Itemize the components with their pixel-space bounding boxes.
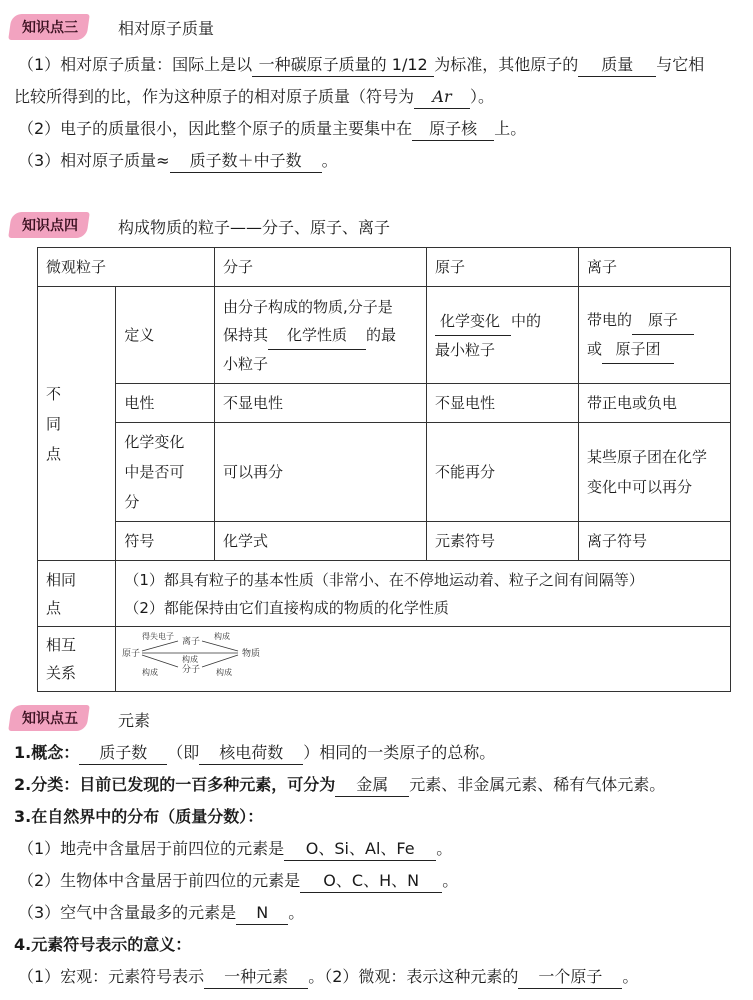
divisible-ion: 某些原子团在化学变化中可以再分 (579, 423, 731, 522)
diagram-substance: 物质 (242, 649, 261, 659)
diagram-gainlose: 得失电子 (142, 632, 175, 641)
blank: N (236, 902, 288, 925)
s5-line-3: 3.在自然界中的分布（质量分数）： (14, 807, 264, 826)
s5-line-1: 1.概念： 质子数 （即 核电荷数 ）相同的一类原子的总称。 (14, 742, 495, 765)
s5-line-6: （3）空气中含量最多的元素是 N 。 (18, 902, 304, 925)
blank: 质子数＋中子数 (170, 150, 322, 173)
blank: 质子数 (79, 742, 167, 765)
def-atom: 化学变化 中的 最小粒子 (427, 287, 579, 384)
same-content: （1）都具有粒子的基本性质（非常小、在不停地运动着、粒子之间有间隔等） （2）都能保持由它们直接构成的物质的化学性质 (116, 561, 731, 627)
arrow-molecule-substance (202, 655, 238, 667)
s5-line-4: （1）地壳中含量居于前四位的元素是 O、Si、Al、Fe 。 (18, 838, 452, 861)
charge-ion: 带正电或负电 (579, 384, 731, 423)
section-tag-5: 知识点五 (8, 705, 90, 731)
row-divisible-label: 化学变化中是否可分 (116, 423, 215, 522)
diagram-ion: 离子 (182, 637, 201, 647)
blank: O、C、H、N (300, 870, 442, 893)
blank: 一个原子 (518, 966, 622, 989)
same-label: 相同点 (38, 561, 116, 627)
blank: 一种碳原子质量的 1/12 (252, 54, 434, 77)
blank: 原子团 (602, 335, 674, 364)
row-charge-label: 电性 (116, 384, 215, 423)
particle-table (37, 247, 731, 692)
s3-line-3: （2）电子的质量很小，因此整个原子的质量主要集中在 原子核 上。 (18, 118, 526, 141)
diagram-compose-3: 构成 (182, 655, 199, 664)
blank: 化学性质 (268, 321, 366, 350)
relation-diagram-cell (116, 627, 731, 692)
section-tag-4: 知识点四 (8, 212, 90, 238)
s3-line-4: （3）相对原子质量≈ 质子数＋中子数 。 (18, 150, 338, 173)
blank: 原子核 (412, 118, 494, 141)
row-def-label: 定义 (116, 287, 215, 384)
def-ion: 带电的 原子 或 原子团 (579, 287, 731, 384)
section-tag-3: 知识点三 (8, 14, 90, 40)
divisible-atom: 不能再分 (427, 423, 579, 522)
charge-atom: 不显电性 (427, 384, 579, 423)
row-symbol-label: 符号 (116, 522, 215, 561)
blank: 一种元素 (204, 966, 308, 989)
symbol-molecule: 化学式 (215, 522, 427, 561)
blank: Ar (414, 86, 470, 109)
s3-line-2: 比较所得到的比，作为这种原子的相对原子质量（符号为 Ar ）。 (14, 86, 494, 109)
symbol-atom: 元素符号 (427, 522, 579, 561)
s3-line-1: （1）相对原子质量：国际上是以 一种碳原子质量的 1/12 为标准，其他原子的 质量 与它相 (18, 54, 704, 77)
blank: 金属 (335, 774, 409, 797)
diagram-atom: 原子 (122, 649, 141, 659)
s5-line-8: （1）宏观：元素符号表示 一种元素 。（2）微观：表示这种元素的 一个原子 。 (18, 966, 638, 989)
diagram-molecule: 分子 (182, 665, 201, 675)
charge-molecule: 不显电性 (215, 384, 427, 423)
th-ion: 离子 (579, 248, 731, 287)
diff-label: 不同点 (38, 287, 116, 561)
diagram-compose-1: 构成 (142, 668, 159, 677)
th-atom: 原子 (427, 248, 579, 287)
s5-line-5: （2）生物体中含量居于前四位的元素是 O、C、H、N 。 (18, 870, 458, 893)
def-molecule: 由分子构成的物质,分子是 保持其 化学性质 的最 小粒子 (215, 287, 427, 384)
blank: 化学变化 (435, 307, 511, 336)
th-micro: 微观粒子 (38, 248, 215, 287)
diagram-compose-2: 构成 (214, 632, 231, 641)
symbol-ion: 离子符号 (579, 522, 731, 561)
blank: 原子 (632, 306, 694, 335)
diagram-compose-4: 构成 (216, 668, 233, 677)
blank: O、Si、Al、Fe (284, 838, 436, 861)
arrow-atom-ion (142, 641, 178, 651)
divisible-molecule: 可以再分 (215, 423, 427, 522)
s5-line-7: 4.元素符号表示的意义： (14, 935, 192, 954)
blank: 质量 (578, 54, 656, 77)
relation-label: 相互关系 (38, 627, 116, 692)
relation-diagram (120, 631, 280, 677)
arrow-atom-molecule (142, 655, 178, 667)
section-title-5: 元素 (118, 711, 151, 730)
section-title-4: 构成物质的粒子——分子、原子、离子 (118, 218, 391, 237)
th-molecule: 分子 (215, 248, 427, 287)
arrow-ion-substance (202, 641, 238, 651)
section-title-3: 相对原子质量 (118, 19, 215, 38)
blank: 核电荷数 (199, 742, 303, 765)
s5-line-2: 2.分类：目前已发现的一百多种元素，可分为 金属 元素、非金属元素、稀有气体元素。 (14, 774, 665, 797)
